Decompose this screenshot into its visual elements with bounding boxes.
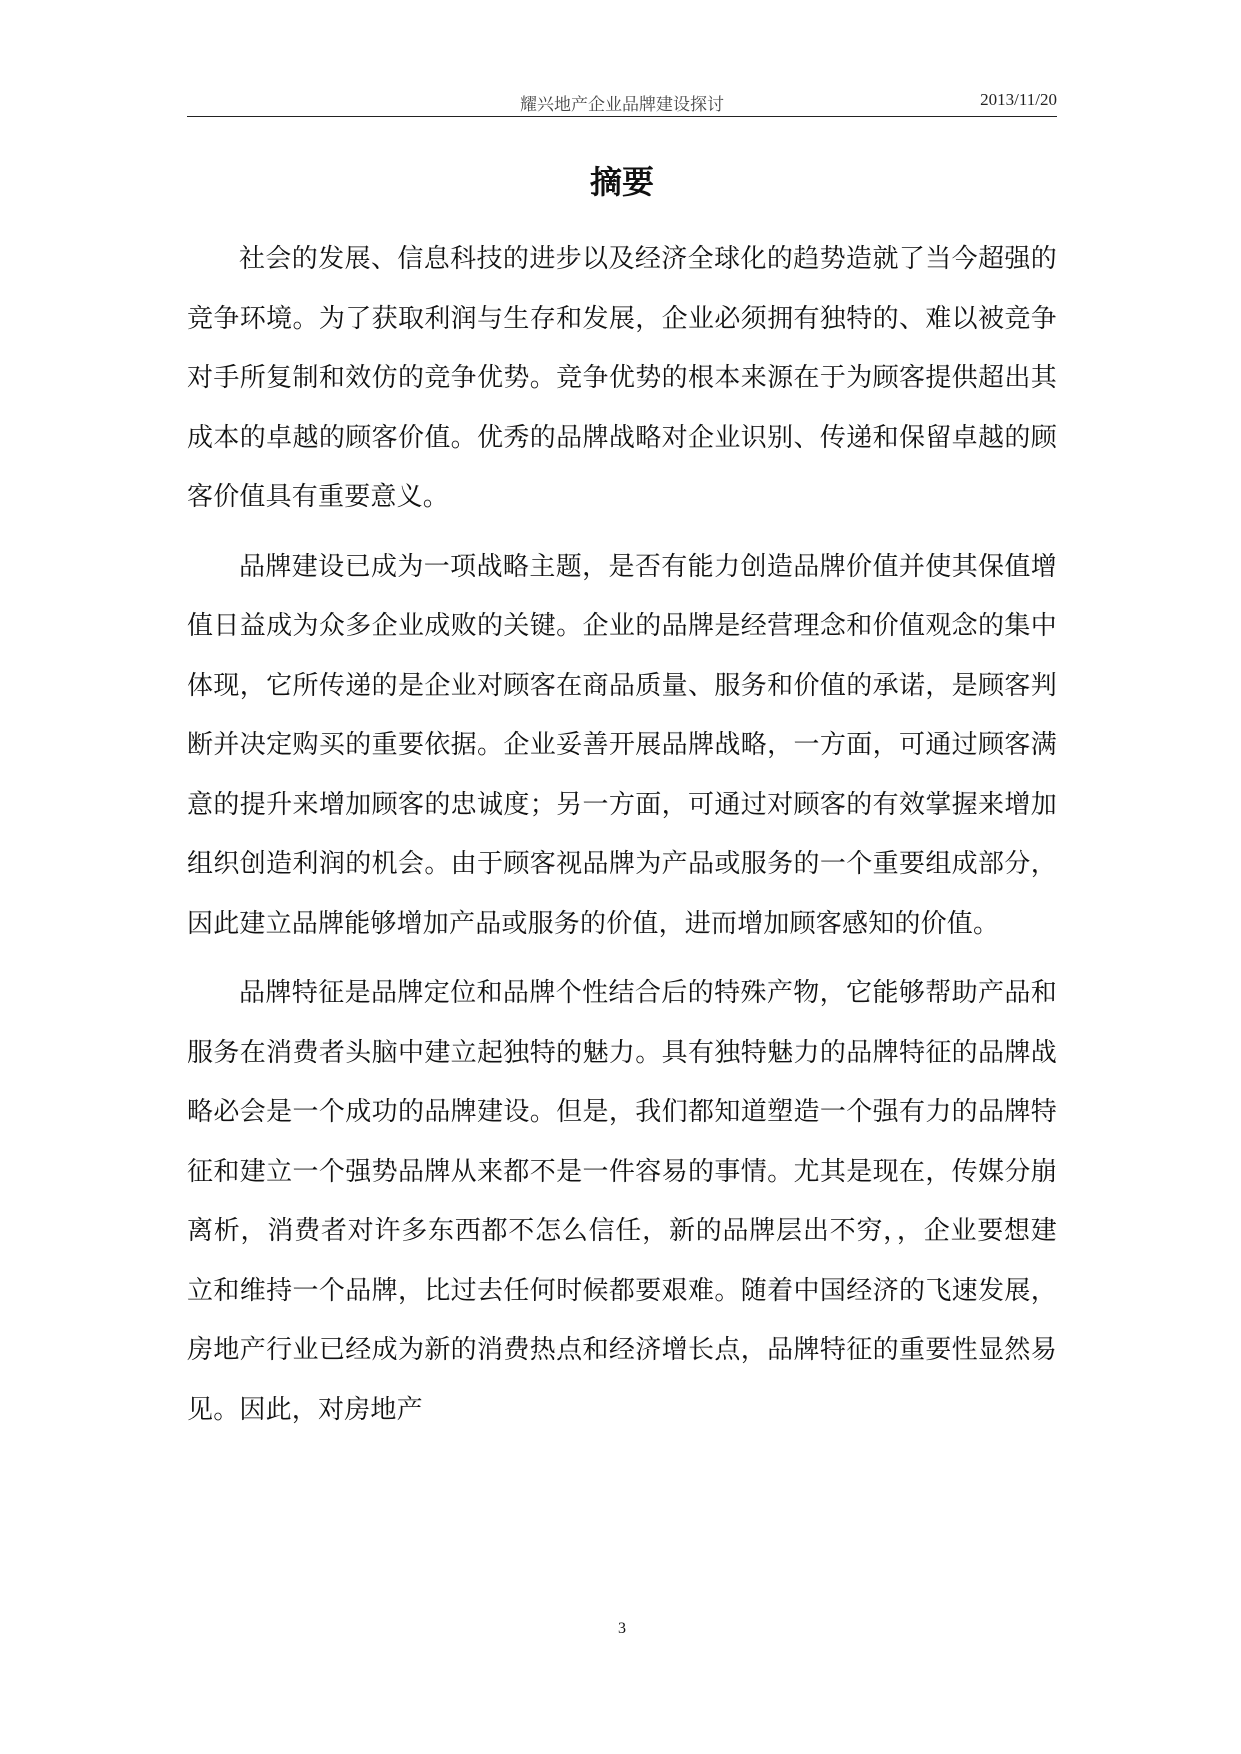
paragraph-1: 社会的发展、信息科技的进步以及经济全球化的趋势造就了当今超强的竞争环境。为了获取利润与生存和发展，企业必须拥有独特的、难以被竞争对手所复制和效仿的竞争优势。竞争优势的根本来源在于为顾客提供超出其成本的卓越的顾客价值。优秀的品牌战略对企业识别、传递和保留卓越的顾客价值具有重要意义。 [187,244,1057,512]
page-header [187,88,1057,117]
document-title: 摘要 [589,163,654,201]
document-body [187,230,1057,1450]
paragraph-2: 品牌建设已成为一项战略主题，是否有能力创造品牌价值并使其保值增值日益成为众多企业成败的关键。企业的品牌是经营理念和价值观念的集中体现，它所传递的是企业对顾客在商品质量、服务和价值的承诺，是顾客判断并决定购买的重要依据。企业妥善开展品牌战略，一方面，可通过顾客满意的提升来增加顾客的忠诚度；另一方面，可通过对顾客的有效掌握来增加组织创造利润的机会。由于顾客视品牌为产品或服务的一个重要组成部分，因此建立品牌能够增加产品或服务的价值，进而增加顾客感知的价值。 [187,551,1057,939]
page-number: 3 [618,1620,626,1637]
header-date: 2013/11/20 [980,90,1057,109]
paragraph-3: 品牌特征是品牌定位和品牌个性结合后的特殊产物，它能够帮助产品和服务在消费者头脑中建立起独特的魅力。具有独特魅力的品牌特征的品牌战略必会是一个成功的品牌建设。但是，我们都知道塑造一个强有力的品牌特征和建立一个强势品牌从来都不是一件容易的事情。尤其是现在，传媒分崩离析，消费者对许多东西都不怎么信任，新的品牌层出不穷，，企业要想建立和维持一个品牌，比过去任何时候都要艰难。随着中国经济的飞速发展，房地产行业已经成为新的消费热点和经济增长点，品牌特征的重要性显然易见。因此，对房地产 [187,978,1057,1425]
header-title: 耀兴地产企业品牌建设探讨 [520,95,724,115]
